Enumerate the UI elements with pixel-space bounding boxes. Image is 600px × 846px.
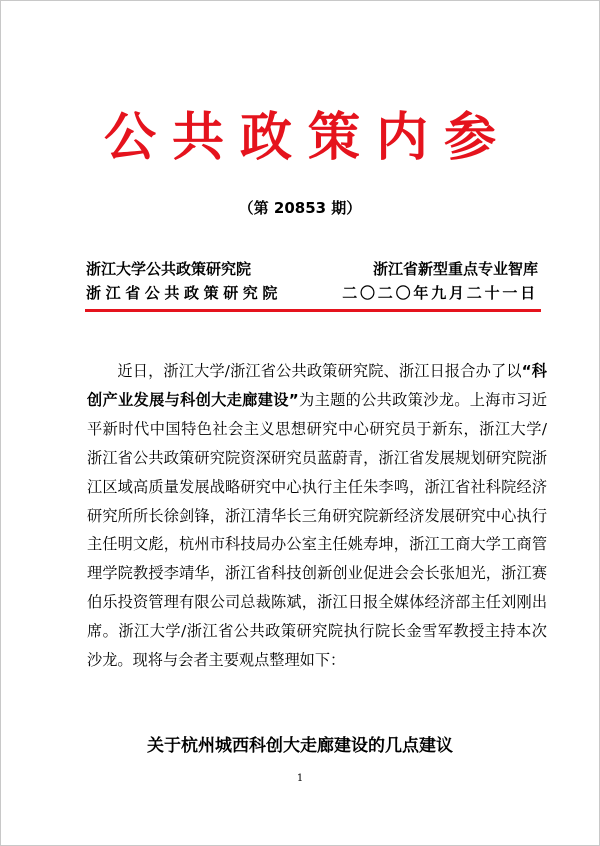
body-text xyxy=(87,357,547,675)
salon-topic: “科创产业发展与科创大走廊建设” xyxy=(87,362,547,409)
issue-number: （第 20853 期） xyxy=(238,199,362,217)
intro-text: 近日，浙江大学/浙江省公共政策研究院、浙江日报合办了以 xyxy=(117,362,522,380)
body-paragraph xyxy=(87,357,547,675)
org-name-zju: 浙江大学公共政策研究院 xyxy=(86,260,252,278)
org-name-zhejiang: 浙江省公共政策研究院 xyxy=(86,284,283,302)
participants-text: 为主题的公共政策沙龙。上海市习近平新时代中国特色社会主义思想研究中心研究员于新东，浙江大学/浙江省公共政策研究院资深研究员蓝蔚青，浙江省发展规划研究院浙江区域高质量发展战略研究中心执行主任朱李鸣，浙江省社科院经济研究所所长徐剑锋，浙江清华长三角研究院新经济发展研究中心执行主任明文彪，杭州市科技局办公室主任姚寿坤，浙江工商大学工商管理学院教授李靖华，浙江省科技创新创业促进会会长张旭光，浙江赛伯乐投资管理有限公司总裁陈斌，浙江日报全媒体经济部主任刘刚出席。浙江大学/浙江省公共政策研究院执行院长金雪军教授主持本次沙龙。现将与会者主要观点整理如下： xyxy=(87,390,548,670)
masthead-title: 公共政策内参 xyxy=(103,107,512,168)
header-divider xyxy=(85,309,541,312)
section-heading: 关于杭州城西科创大走廊建设的几点建议 xyxy=(147,736,453,756)
page-number: 1 xyxy=(296,773,304,784)
issue-date: 二〇二〇年九月二十一日 xyxy=(342,284,538,302)
think-tank-label: 浙江省新型重点专业智库 xyxy=(372,260,538,278)
